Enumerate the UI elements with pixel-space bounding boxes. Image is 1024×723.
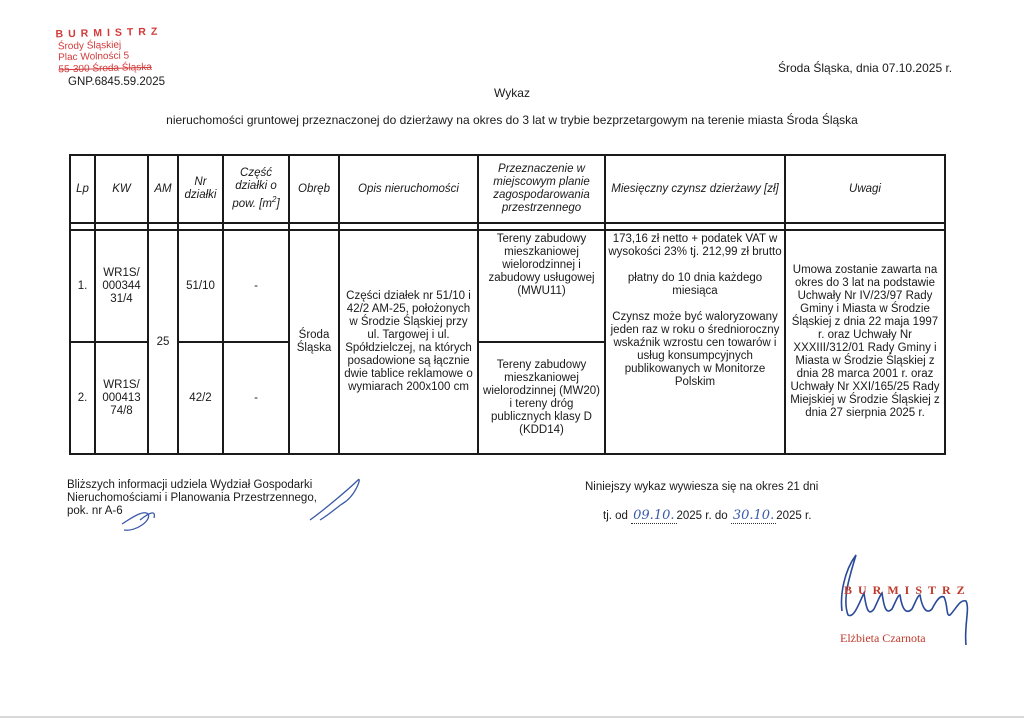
- stamp-line-2: Plac Wolności 5: [58, 50, 130, 64]
- shared-rent: [605, 230, 785, 454]
- rent-indexation: Czynsz może być waloryzowany jeden raz w roku o średnioroczny wskaźnik wzrostu cen towarów i usług konsumpcyjnych publikowanych w Monitorze Polskim: [610, 311, 780, 388]
- header-zoning: Przeznaczenie w miejscowym planie zagospodarowania przestrzennego: [478, 155, 605, 223]
- stamp-line-1: Środy Śląskiej: [57, 39, 122, 52]
- signature-name: Elżbieta Czarnota: [840, 631, 926, 645]
- header-lp: Lp: [70, 155, 95, 223]
- gap-cell: [223, 223, 289, 230]
- header-gap-row: [70, 223, 945, 230]
- row-1-plot-part: -: [223, 230, 289, 342]
- mayor-signature-block: [820, 545, 1000, 655]
- row-1-kw-line-3: 31/4: [110, 292, 133, 305]
- row-1-lp: 1.: [70, 230, 95, 342]
- row-2-lp: 2.: [70, 342, 95, 454]
- period-prefix: tj. od: [603, 510, 628, 522]
- shared-am: 25: [148, 230, 178, 454]
- contact-info-line-1: Bliższych informacji udziela Wydział Gospodarki: [67, 479, 313, 491]
- row-1-kw-line-2: 000344: [102, 279, 141, 292]
- contact-info-line-3: pok. nr A-6: [67, 505, 123, 517]
- row-1-plot-number: 51/10: [178, 230, 223, 342]
- gap-cell: [339, 223, 478, 230]
- header-plot-number-line-1: Nr: [194, 176, 207, 188]
- header-district: Obręb: [289, 155, 339, 223]
- header-remarks: Uwagi: [785, 155, 945, 223]
- signature-title: BURMISTRZ: [844, 583, 971, 597]
- posting-period: [603, 508, 811, 524]
- document-subtitle: nieruchomości gruntowej przeznaczonej do dzierżawy na okres do 3 lat w trybie bezprzetargowym na terenie miasta Środa Śląska: [166, 113, 858, 127]
- place-date: Środa Śląska, dnia 07.10.2025 r.: [778, 61, 953, 75]
- gap-cell: [178, 223, 223, 230]
- shared-district: [289, 230, 339, 454]
- row-2-kw: [95, 342, 148, 454]
- stamp-line-3: 55-300 Środa Śląska: [58, 61, 152, 75]
- row-2-zoning: Tereny zabudowy mieszkaniowej wielorodzinnej (MW20) i tereny dróg publicznych klasy D (KDD14): [478, 342, 605, 454]
- table-header-row: [70, 155, 945, 223]
- gap-cell: [95, 223, 148, 230]
- shared-remarks: Umowa zostanie zawarta na okres do 3 lat na podstawie Uchwały Nr IV/23/97 Rady Gminy i Miasta w Środzie Śląskiej z dnia 22 maja 1997 r. oraz Uchwały Nr XXXIII/312/01 Rady Gminy i Miasta w Środzie Śląskiej z dnia 28 marca 2001 r. oraz Uchwały Nr XXI/165/25 Rady Miejskiej w Środzie Śląskiej z dnia 27 sierpnia 2025 r.: [785, 230, 945, 454]
- row-2-plot-number: 42/2: [178, 342, 223, 454]
- header-am: AM: [148, 155, 178, 223]
- period-to-date: 30.10.: [732, 508, 775, 523]
- rent-due-date: płatny do 10 dnia każdego miesiąca: [627, 272, 763, 297]
- gap-cell: [605, 223, 785, 230]
- period-middle: 2025 r. do: [676, 510, 728, 522]
- shared-district-line-2: Śląska: [296, 342, 332, 354]
- gap-cell: [478, 223, 605, 230]
- contact-info-line-2: Nieruchomościami i Planowania Przestrzennego,: [67, 492, 317, 504]
- header-plot-part-end: ]: [276, 197, 280, 210]
- row-2-kw-line-3: 74/8: [110, 404, 133, 417]
- header-plot-part-line-3: [226, 193, 286, 211]
- gap-cell: [70, 223, 95, 230]
- header-plot-part-sup: 2: [271, 195, 277, 205]
- shared-district-line-1: Środa: [298, 329, 330, 341]
- gap-cell: [148, 223, 178, 230]
- row-2-kw-line-2: 000413: [102, 391, 141, 404]
- period-from-date: 09.10.: [633, 508, 675, 523]
- table-row: [70, 230, 945, 342]
- header-plot-part-unit: pow. [m: [232, 197, 272, 210]
- row-2-kw-line-1: WR1S/: [103, 378, 140, 391]
- gap-cell: [289, 223, 339, 230]
- row-1-kw-line-1: WR1S/: [103, 266, 140, 279]
- gap-cell: [785, 223, 945, 230]
- header-plot-part: [223, 155, 289, 223]
- header-plot-part-line-1: Część: [240, 167, 272, 180]
- period-suffix: 2025 r.: [776, 510, 812, 522]
- row-1-zoning: Tereny zabudowy mieszkaniowej wielorodzinnej i zabudowy usługowej (MWU11): [478, 230, 605, 342]
- page-bottom-rule: [0, 716, 1024, 718]
- header-rent: Miesięczny czynsz dzierżawy [zł]: [605, 155, 785, 223]
- header-kw: KW: [95, 155, 148, 223]
- header-description: Opis nieruchomości: [339, 155, 478, 223]
- header-plot-part-line-2: działki o: [235, 180, 277, 193]
- rent-amount: 173,16 zł netto + podatek VAT w wysokości 23% tj. 212,99 zł brutto: [608, 233, 782, 258]
- initials-signature-icon: [110, 470, 370, 540]
- stamp-title: BURMISTRZ: [55, 25, 163, 41]
- row-2-plot-part: -: [223, 342, 289, 454]
- header-plot-number: [178, 155, 223, 223]
- mayor-office-stamp: [55, 27, 163, 76]
- shared-description: Części działek nr 51/10 i 42/2 AM-25, położonych w Środzie Śląskiej przy ul. Targowej i ul. Spółdzielczej, na których posadowione są łącznie dwie tablice reklamowe o wymiarach 200x100 cm: [339, 230, 478, 454]
- header-plot-number-line-2: działki: [184, 189, 217, 201]
- row-1-kw: [95, 230, 148, 342]
- document-title: Wykaz: [494, 86, 530, 100]
- property-table: [69, 154, 946, 455]
- posting-notice: Niniejszy wykaz wywiesza się na okres 21 dni: [585, 481, 819, 493]
- reference-number: GNP.6845.59.2025: [68, 76, 165, 88]
